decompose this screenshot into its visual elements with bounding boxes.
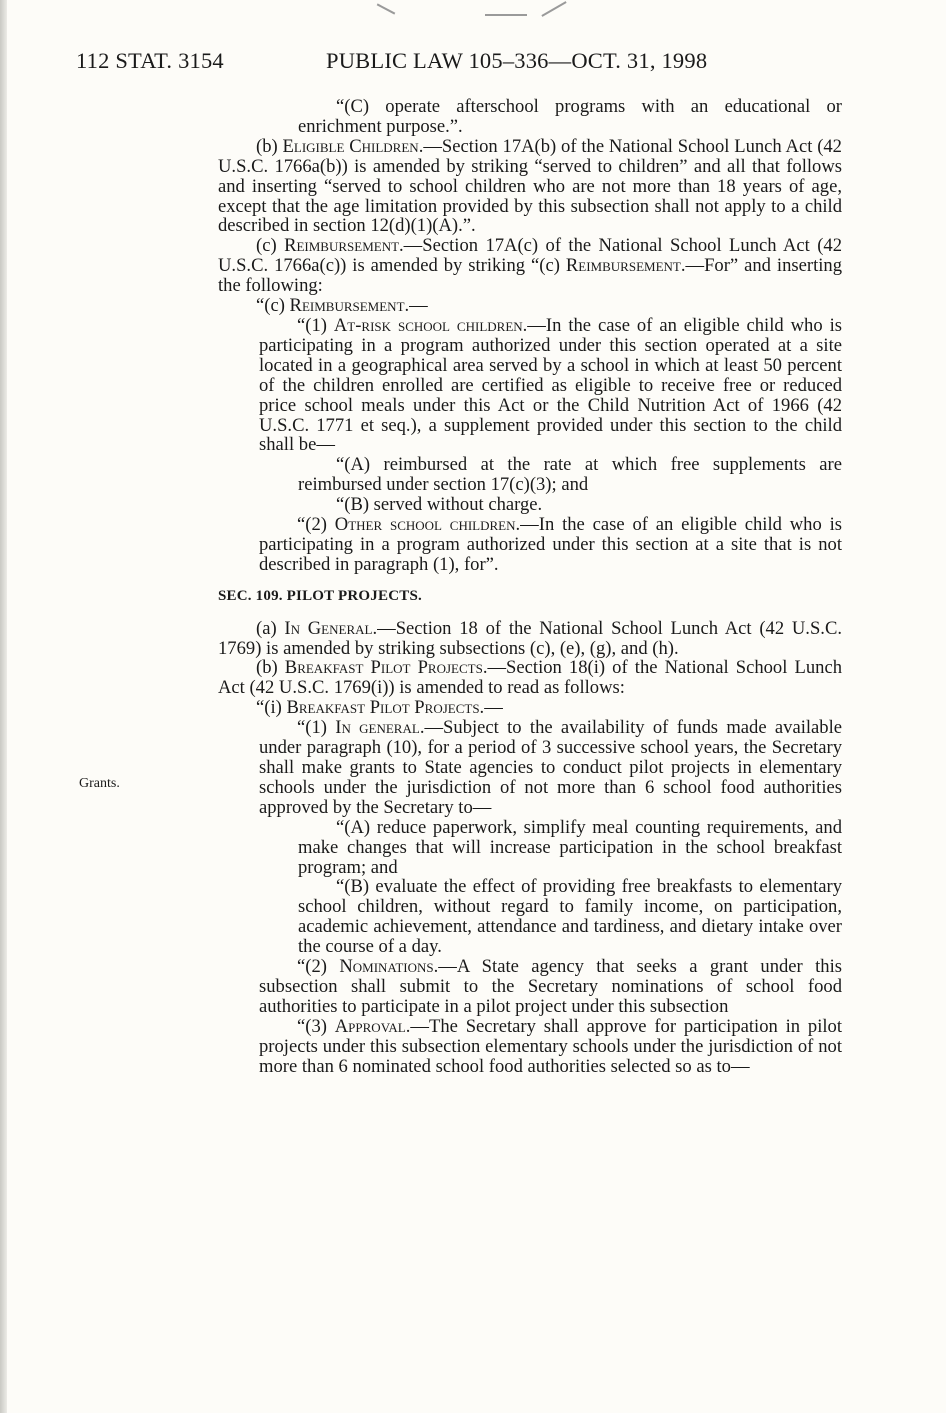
paragraph-heading: Breakfast Pilot Projects: [284, 657, 483, 679]
paragraph-lead: “(2): [297, 956, 340, 978]
paragraph-text: .—For” and inserting the following:: [218, 255, 842, 297]
paragraph-lead: (b): [256, 135, 283, 157]
paragraph: “(B) served without charge.: [336, 494, 543, 516]
paragraph-lead: (a): [256, 617, 285, 639]
paragraph-text: .—In the case of an eligible child who is participating in a program authorized under this section at a site that is not described in paragraph (1), for”.: [259, 514, 842, 575]
paragraph-text: .—Section 17A(b) of the National School Lunch Act (42 U.S.C. 1766a(b)) is amended by striking “served to children” and all that follows and inserting “served to school children who are not more than 18 years of age, except that the age limitation provided by this subsection shall not apply to a child described in section 12(d)(1)(A).”.: [218, 135, 842, 237]
paragraph: [218, 658, 842, 698]
page-header: [0, 48, 946, 82]
paragraph-lead: (b): [256, 657, 285, 679]
paragraph-text: .—Section 18 of the National School Lunch Act (42 U.S.C. 1769) is amended by striking subsections (c), (e), (g), and (h).: [218, 617, 842, 659]
paragraph: [218, 137, 842, 237]
paragraph: “(C) operate afterschool programs with an educational or enrichment purpose.”.: [298, 96, 842, 137]
paragraph-text: .—In the case of an eligible child who is participating in a program authorized under this section operated at a site located in a geographical area served by a school in which at least 50 percent of the children enrolled are certified as eligible to receive free or reduced price school meals under this Act or the Child Nutrition Act of 1966 (42 U.S.C. 1771 et seq.), a supplement provided under this section to the child shall be—: [259, 314, 842, 456]
paragraph: “(A) reimbursed at the rate at which free supplements are reimbursed under section 17(c)(3); and: [298, 454, 842, 496]
scan-gutter: [0, 0, 7, 1413]
paragraph: “(B) evaluate the effect of providing free breakfasts to elementary school children, without regard to family income, on participation, academic achievement, attendance and tardiness, and dietary intake over the course of a day.: [298, 876, 842, 958]
paragraph: [218, 1017, 842, 1077]
paragraph-text: .—A State agency that seeks a grant under this subsection shall submit to the Secretary nominations of school food authorities to participate in a pilot project under this subsection: [259, 956, 842, 1017]
paragraph: [218, 515, 842, 575]
statute-page-number: 112 STAT. 3154: [76, 48, 224, 73]
paragraph-lead: “(3): [297, 1015, 335, 1037]
scan-mark: [485, 14, 527, 16]
paragraph: [218, 718, 842, 818]
section-heading: SEC. 109. PILOT PROJECTS.: [218, 587, 422, 604]
paragraph: [218, 296, 842, 316]
paragraph-heading: Nominations: [339, 956, 434, 978]
paragraph: [218, 619, 842, 659]
document-body: [218, 97, 842, 1077]
paragraph-heading: Approval: [334, 1015, 406, 1037]
margin-note-grants: Grants.: [79, 776, 120, 791]
paragraph-heading: In General: [284, 617, 373, 639]
paragraph-text: .—Section 17A(c) of the National School Lunch Act (42 U.S.C. 1766a(c)) is amended by striking “(c): [218, 235, 842, 277]
paragraph-lead: “(1): [297, 314, 334, 336]
paragraph-heading: Eligible Children: [282, 135, 419, 157]
scan-mark: [377, 3, 396, 14]
public-law-title: PUBLIC LAW 105–336—OCT. 31, 1998: [326, 48, 708, 73]
paragraph: [218, 316, 842, 455]
paragraph-lead: “(c): [256, 295, 290, 317]
scan-mark: [541, 1, 566, 17]
paragraph-text: .—: [404, 295, 428, 317]
paragraph-heading: Other school children: [334, 514, 516, 536]
paragraph-heading: Breakfast Pilot Projects: [286, 697, 480, 719]
paragraph: [218, 698, 842, 718]
paragraph-text: .—Section 18(i) of the National School Lunch Act (42 U.S.C. 1769(i)) is amended to read as follows:: [218, 657, 842, 699]
paragraph-lead: (c): [256, 235, 285, 257]
paragraph-heading: In general: [335, 717, 420, 739]
paragraph: “(A) reduce paperwork, simplify meal counting requirements, and make changes that will increase participation in the school breakfast program; and: [298, 816, 842, 878]
paragraph-lead: “(2): [297, 514, 335, 536]
paragraph-heading: At-risk school children: [333, 314, 523, 336]
paragraph: [218, 236, 842, 296]
paragraph-heading: Reimbursement: [289, 295, 405, 317]
paragraph: [218, 957, 842, 1017]
paragraph-lead: “(i): [256, 697, 287, 719]
paragraph-text: .—Subject to the availability of funds made available under paragraph (10), for a period of 3 successive school years, the Secretary shall make grants to State agencies to conduct pilot projects in elementary schools under the jurisdiction of not more than 6 school food authorities approved by the Secretary to—: [259, 717, 842, 818]
paragraph-heading: Reimbursement: [565, 255, 681, 277]
paragraph-text: .—The Secretary shall approve for participation in pilot projects under this subsection elementary schools under the jurisdiction of not more than 6 nominated school food authorities selected so as to—: [259, 1015, 842, 1077]
paragraph-heading: Reimbursement: [284, 235, 400, 257]
paragraph-text: .—: [479, 697, 503, 719]
paragraph-lead: “(1): [297, 717, 336, 739]
